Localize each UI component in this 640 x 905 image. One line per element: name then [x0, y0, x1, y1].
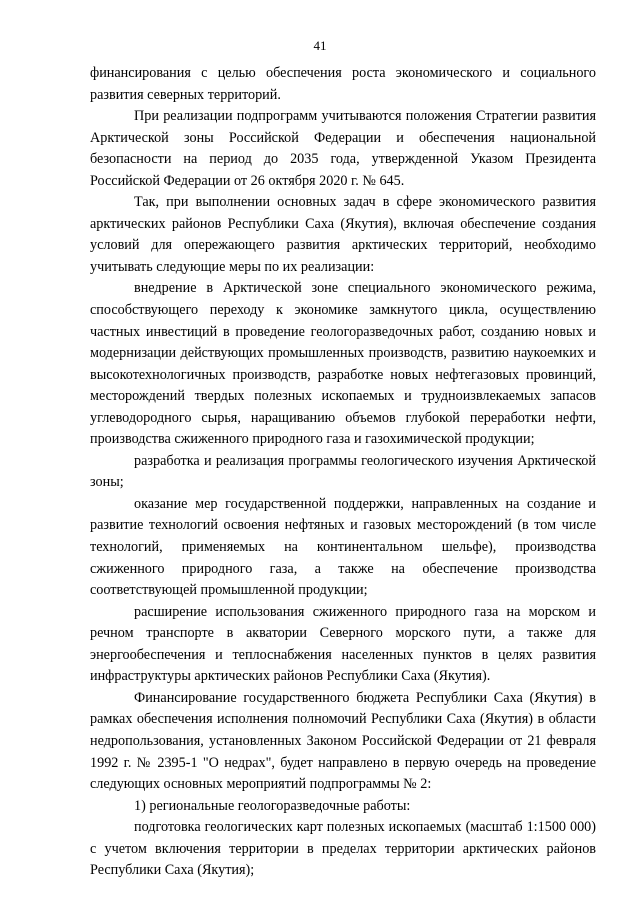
body-text: [90, 63, 596, 882]
paragraph: разработка и реализация программы геологического изучения Арктической зоны;: [90, 452, 596, 491]
paragraph: подготовка геологических карт полезных ископаемых (масштаб 1:1500 000) с учетом включения территории в пределах территории арктических районов Республики Саха (Якутия);: [90, 819, 596, 879]
paragraph: финансирования с целью обеспечения роста экономического и социального развития северных территорий.: [90, 65, 596, 103]
paragraph: расширение использования сжиженного природного газа на морском и речном транспорте в акватории Северного морского пути, а также для энергообеспечения и теплоснабжения населенных пунктов в целях развития инфраструктуры арктических районов Республики Саха (Якутия).: [90, 603, 596, 685]
paragraph: Так, при выполнении основных задач в сфере экономического развития арктических районов Республики Саха (Якутия), включая обеспечение создания условий для опережающего развития арктических территорий, необходимо учитывать следующие меры по их реализации:: [90, 194, 596, 275]
paragraph: оказание мер государственной поддержки, направленных на создание и развитие технологий освоения нефтяных и газовых месторождений (в том числе технологий, применяемых на континентальном шельфе), производства сжиженного природного газа, а также на обеспечение производства соответствующей промышленной продукции;: [90, 495, 596, 599]
paragraph: 1) региональные геологоразведочные работы:: [134, 797, 411, 814]
paragraph: При реализации подпрограмм учитываются положения Стратегии развития Арктической зоны Российской Федерации и обеспечения национальной безопасности на период до 2035 года, утвержденной Указом Президента Российской Федерации от 26 октября 2020 г. № 645.: [90, 108, 596, 189]
paragraph: внедрение в Арктической зоне специального экономического режима, способствующего переходу к экономике замкнутого цикла, осуществлению частных инвестиций в проведение геологоразведочных работ, созданию новых и модернизации действующих промышленных производств, развитию наукоемких и высокотехнологичных производств, разработке новых нефтегазовых провинций, месторождений твердых полезных ископаемых и трудноизвлекаемых запасов углеводородного сырья, наращиванию объемов глубокой переработки нефти, производства сжиженного природного газа и газохимической продукции;: [90, 280, 596, 448]
paragraph: Финансирование государственного бюджета Республики Саха (Якутия) в рамках обеспечения исполнения полномочий Республики Саха (Якутия) в области недропользования, установленных Законом Российской Федерации от 21 февраля 1992 г. № 2395-1 "О недрах", будет направлено в первую очередь на проведение следующих основных мероприятий подпрограммы № 2:: [90, 689, 596, 793]
page-number: 41: [313, 38, 327, 53]
